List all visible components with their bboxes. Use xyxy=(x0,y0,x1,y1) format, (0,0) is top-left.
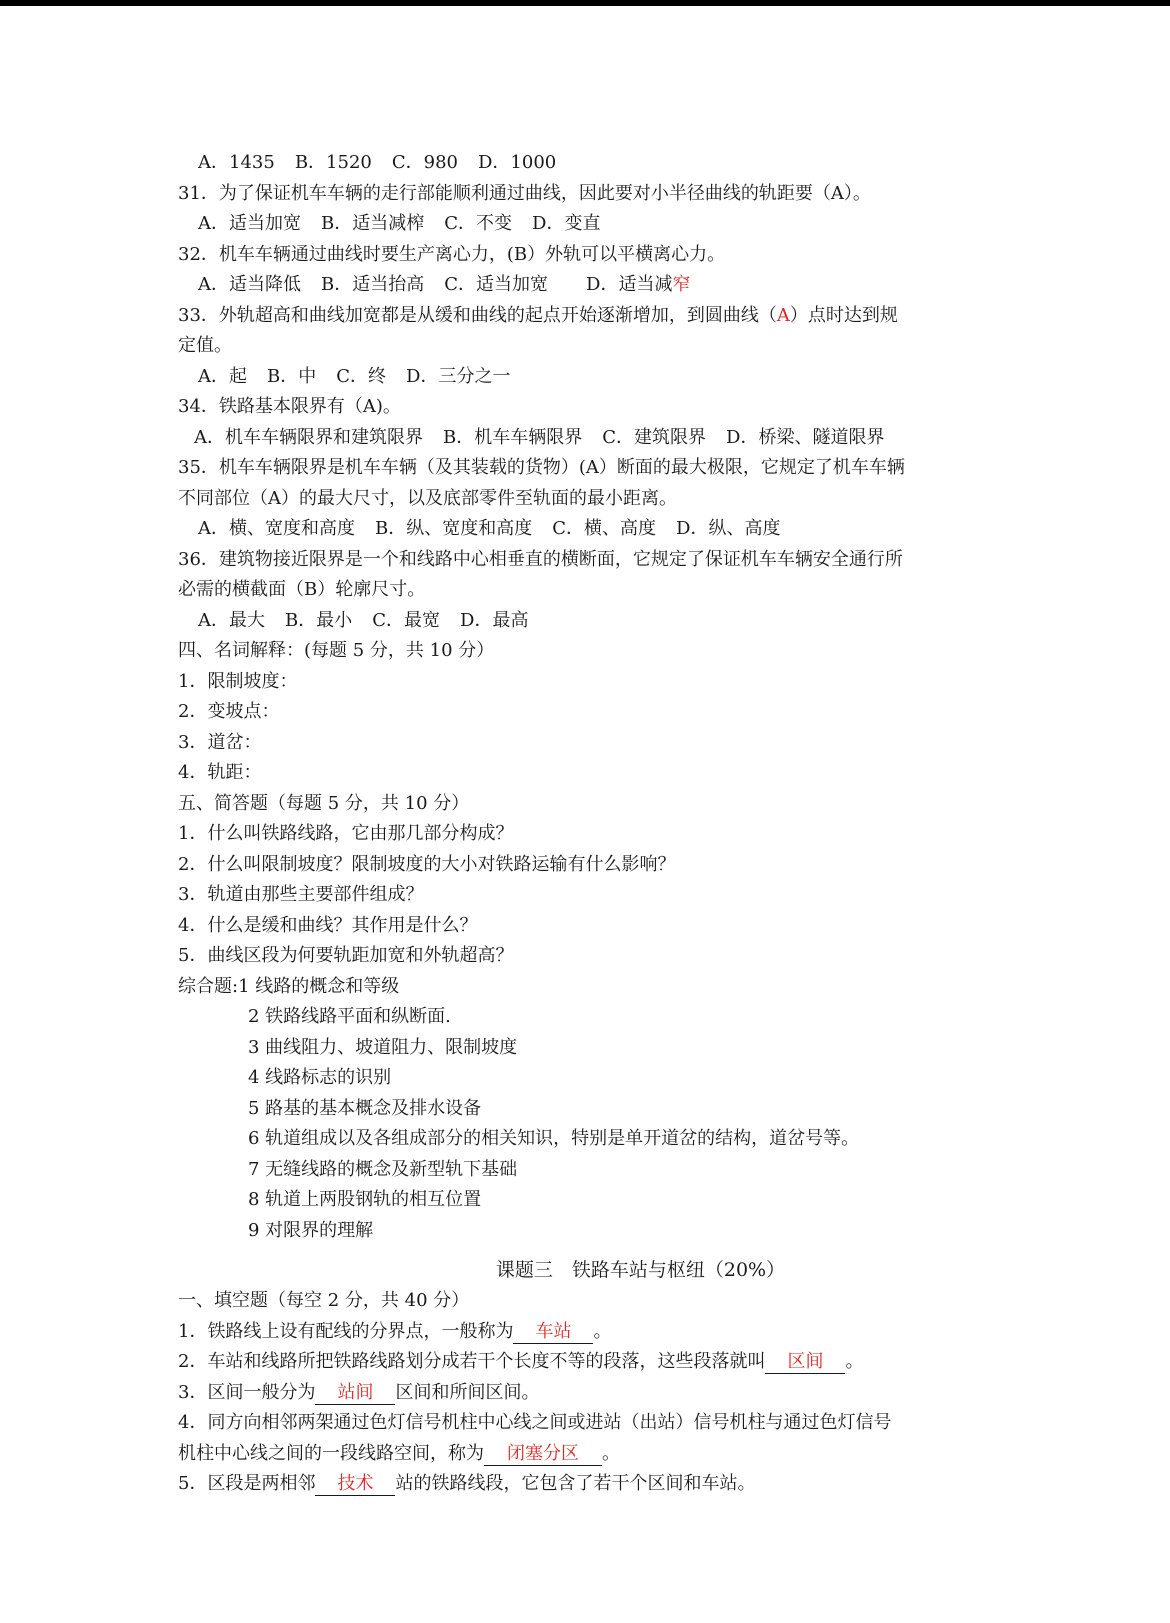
q32-option-c: C．适当加宽 xyxy=(444,274,549,295)
q32-option-d-text: D．适当减 xyxy=(586,274,673,295)
q35-stem-line2: 不同部位（A）的最大尺寸，以及底部零件至轨面的最小距离。 xyxy=(178,487,677,509)
q35-option-b: B．纵、宽度和高度 xyxy=(375,518,533,539)
term-item: 4．轨距： xyxy=(178,762,262,783)
q32-option-b: B．适当抬高 xyxy=(321,274,425,295)
q36-options xyxy=(178,606,1008,637)
fill-q4-line1: 4．同方向相邻两架通过色灯信号机柱中心线之间或进站（出站）信号机柱与通过色灯信号 xyxy=(178,1412,892,1433)
q33-before: 33．外轨超高和曲线加宽都是从缓和曲线的起点开始逐渐增加，到圆曲线（ xyxy=(178,304,777,326)
fill-q4-answer: 闭塞分区 xyxy=(484,1443,602,1466)
q33-option-c: C．终 xyxy=(336,365,387,387)
summary-item: 9 对限界的理解 xyxy=(248,1219,374,1241)
exam-page xyxy=(178,148,1008,1500)
q35-option-d: D．纵、高度 xyxy=(676,518,781,539)
fill-q5 xyxy=(178,1469,1008,1500)
q36-option-a: A．最大 xyxy=(198,609,265,631)
short-answer-item: 3．轨道由那些主要部件组成？ xyxy=(178,884,424,905)
q31-options xyxy=(178,209,1008,240)
fill-q2-answer: 区间 xyxy=(765,1351,845,1374)
term-item: 1．限制坡度： xyxy=(178,670,298,692)
q31-option-d: D．变直 xyxy=(532,213,601,234)
section5-heading: 五、简答题（每题 5 分，共 10 分） xyxy=(178,792,470,814)
q36-option-c: C．最宽 xyxy=(372,609,441,631)
q36-option-b: B．最小 xyxy=(285,609,353,631)
q36-stem-line2: 必需的横截面（B）轮廓尺寸。 xyxy=(178,579,426,600)
top-border xyxy=(0,0,1170,6)
q33-option-d: D．三分之一 xyxy=(406,365,511,387)
q31-option-c: C．不变 xyxy=(444,213,513,234)
term-item: 3．道岔： xyxy=(178,731,262,753)
q30-option-d: D．1000 xyxy=(478,152,557,173)
section4-heading: 四、名词解释：(每题 5 分，共 10 分） xyxy=(178,640,495,661)
q35-option-a: A．横、宽度和高度 xyxy=(198,518,355,539)
fill-q2-before: 2．车站和线路所把铁路线路划分成若干个长度不等的段落，这些段落就叫 xyxy=(178,1351,766,1372)
summary-item: 7 无缝线路的概念及新型轨下基础 xyxy=(248,1158,518,1180)
q31-option-b: B．适当减榨 xyxy=(321,213,425,234)
fill-q1-answer: 车站 xyxy=(513,1321,593,1344)
q35-options xyxy=(178,514,1008,545)
fill-q3-before: 3．区间一般分为 xyxy=(178,1381,316,1403)
short-answer-item: 5．曲线区段为何要轨距加宽和外轨超高？ xyxy=(178,945,514,966)
q31-stem: 31．为了保证机车车辆的走行部能顺利通过曲线，因此要对小半径曲线的轨距要（A）。 xyxy=(178,182,871,204)
q34-option-c: C．建筑限界 xyxy=(602,426,707,448)
summary-item: 6 轨道组成以及各组成部分的相关知识，特别是单开道岔的结构，道岔号等。 xyxy=(248,1128,860,1149)
fill-q3-answer: 站间 xyxy=(315,1382,395,1405)
q33-options xyxy=(178,362,1008,393)
q31-option-a: A．适当加宽 xyxy=(198,213,301,234)
q32-option-d-red-char: 窄 xyxy=(672,274,691,295)
term-item: 2．变坡点： xyxy=(178,701,280,722)
q34-option-b: B．机车车辆限界 xyxy=(443,426,583,448)
summary-item: 1 线路的概念和等级 xyxy=(238,975,400,997)
fill-q1-before: 1．铁路线上设有配线的分界点，一般称为 xyxy=(178,1320,514,1342)
summary-item: 5 路基的基本概念及排水设备 xyxy=(248,1097,482,1119)
summary-item: 3 曲线阻力、坡道阻力、限制坡度 xyxy=(248,1036,518,1058)
q33-answer: A xyxy=(776,304,790,326)
q33-stem-line1 xyxy=(178,301,1008,332)
q30-option-c: C．980 xyxy=(391,152,458,173)
fill-q1 xyxy=(178,1317,1008,1348)
q34-option-d: D．桥梁、隧道限界 xyxy=(726,426,885,448)
fill-q2 xyxy=(178,1347,1008,1378)
q32-option-d xyxy=(586,270,690,301)
q30-option-b: B．1520 xyxy=(294,152,372,173)
q32-option-a: A．适当降低 xyxy=(198,274,301,295)
summary-item: 8 轨道上两股钢轨的相互位置 xyxy=(248,1189,482,1210)
q35-stem-line1: 35．机车车辆限界是机车车辆（及其装载的货物）(A）断面的最大极限，它规定了机车车辆 xyxy=(178,457,905,478)
q30-options xyxy=(178,148,1008,179)
summary-label: 综合题: xyxy=(178,975,239,997)
q34-options xyxy=(178,423,1008,454)
summary-first-line xyxy=(178,972,1008,1003)
q34-stem: 34．铁路基本限界有（A)。 xyxy=(178,396,401,417)
q33-after: ）点时达到规 xyxy=(789,304,898,326)
short-answer-item: 2．什么叫限制坡度？限制坡度的大小对铁路运输有什么影响？ xyxy=(178,853,676,875)
fill-q3-after: 区间和所间区间。 xyxy=(395,1381,540,1403)
q30-option-a: A．1435 xyxy=(198,152,275,173)
fill-q4-line2 xyxy=(178,1439,1008,1470)
q34-option-a: A．机车车辆限界和建筑限界 xyxy=(194,426,423,448)
q33-stem-line2: 定值。 xyxy=(178,335,232,356)
fill-q5-after: 站的铁路线段，它包含了若干个区间和车站。 xyxy=(395,1473,756,1494)
short-answer-item: 4．什么是缓和曲线？其作用是什么？ xyxy=(178,914,478,936)
q35-option-c: C．横、高度 xyxy=(552,518,657,539)
q36-stem-line1: 36．建筑物接近限界是一个和线路中心相垂直的横断面，它规定了保证机车车辆安全通行所 xyxy=(178,548,903,570)
fill-q5-answer: 技术 xyxy=(315,1473,395,1496)
q32-options xyxy=(178,270,1008,301)
short-answer-item: 1．什么叫铁路线路，它由那几部分构成？ xyxy=(178,823,514,844)
topic3-title: 课题三 铁路车站与枢纽（20%） xyxy=(495,1259,786,1281)
q36-option-d: D．最高 xyxy=(460,609,529,631)
fill-q3 xyxy=(178,1378,1008,1409)
q32-stem: 32．机车车辆通过曲线时要生产离心力，(B）外轨可以平横离心力。 xyxy=(178,243,726,265)
fill-q5-before: 5．区段是两相邻 xyxy=(178,1473,316,1494)
q33-option-a: A．起 xyxy=(198,365,247,387)
fill-q2-after: 。 xyxy=(845,1351,864,1372)
fill-q4-before: 机柱中心线之间的一段线路空间，称为 xyxy=(178,1442,484,1464)
q33-option-b: B．中 xyxy=(267,365,317,387)
fill-q4-after: 。 xyxy=(602,1442,620,1464)
summary-item: 4 线路标志的识别 xyxy=(248,1067,392,1088)
fill-q1-after: 。 xyxy=(593,1320,612,1342)
summary-item: 2 铁路线路平面和纵断面. xyxy=(248,1006,451,1027)
fill-heading: 一、填空题（每空 2 分，共 40 分） xyxy=(178,1290,470,1311)
